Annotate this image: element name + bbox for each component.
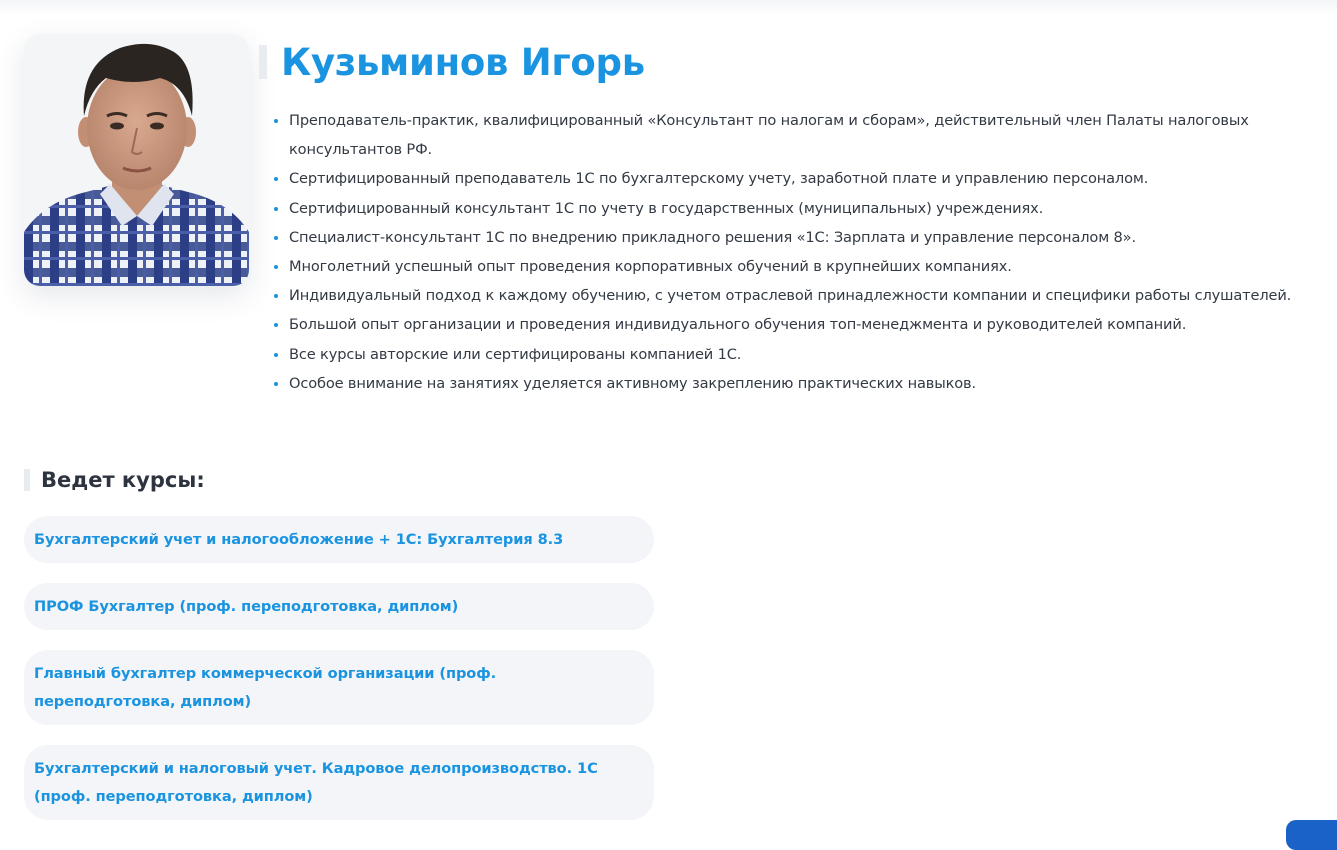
- top-fade-strip: [0, 0, 1337, 14]
- chat-widget-button[interactable]: [1286, 820, 1337, 850]
- qualification-item: • Специалист-консультант 1С по внедрению прикладного решения «1С: Зарплата и управление персоналом 8».: [289, 223, 1337, 252]
- course-link-label: Бухгалтерский учет и налогообложение + 1С: Бухгалтерия 8.3: [34, 530, 564, 548]
- qualification-item: • Все курсы авторские или сертифицированы компанией 1С.: [289, 340, 1337, 369]
- qualification-item: • Сертифицированный консультант 1С по учету в государственных (муниципальных) учреждениях.: [289, 194, 1337, 223]
- course-link-label: Главный бухгалтер коммерческой организации (проф. переподготовка, диплом): [34, 664, 497, 710]
- courses-accent-bar: [24, 469, 30, 491]
- qualification-item: • Сертифицированный преподаватель 1С по бухгалтерскому учету, заработной плате и управлению персоналом.: [289, 164, 1337, 193]
- teacher-qualifications-list: [270, 106, 1337, 398]
- courses-heading: Ведет курсы:: [41, 468, 205, 492]
- teacher-name: Кузьминов Игорь: [281, 40, 645, 84]
- course-link-label: ПРОФ Бухгалтер (проф. переподготовка, диплом): [34, 597, 459, 615]
- qualification-item: • Индивидуальный подход к каждому обучению, с учетом отраслевой принадлежности компании и специфики работы слушателей.: [289, 281, 1337, 310]
- portrait-icon: [24, 34, 249, 286]
- course-link-accounting-1c[interactable]: [24, 516, 654, 563]
- title-accent-bar: [259, 45, 267, 79]
- qualification-item: • Многолетний успешный опыт проведения корпоративных обучений в крупнейших компаниях.: [289, 252, 1337, 281]
- qualification-item: • Особое внимание на занятиях уделяется активному закреплению практических навыков.: [289, 369, 1337, 398]
- qualification-item: • Большой опыт организации и проведения индивидуального обучения топ-менеджмента и руководителей компаний.: [289, 310, 1337, 339]
- course-link-chief-accountant[interactable]: [24, 650, 654, 725]
- teacher-header: [259, 40, 645, 84]
- course-link-tax-hr[interactable]: [24, 745, 654, 820]
- course-link-label: Бухгалтерский и налоговый учет. Кадровое делопроизводство. 1С (проф. переподготовка, диплом): [34, 759, 598, 805]
- course-link-prof-accountant[interactable]: [24, 583, 654, 630]
- teacher-photo: [24, 34, 249, 286]
- qualification-item: • Преподаватель-практик, квалифицированный «Консультант по налогам и сборам», действительный член Палаты налоговых консультантов РФ.: [289, 106, 1337, 164]
- courses-section-header: [24, 464, 205, 496]
